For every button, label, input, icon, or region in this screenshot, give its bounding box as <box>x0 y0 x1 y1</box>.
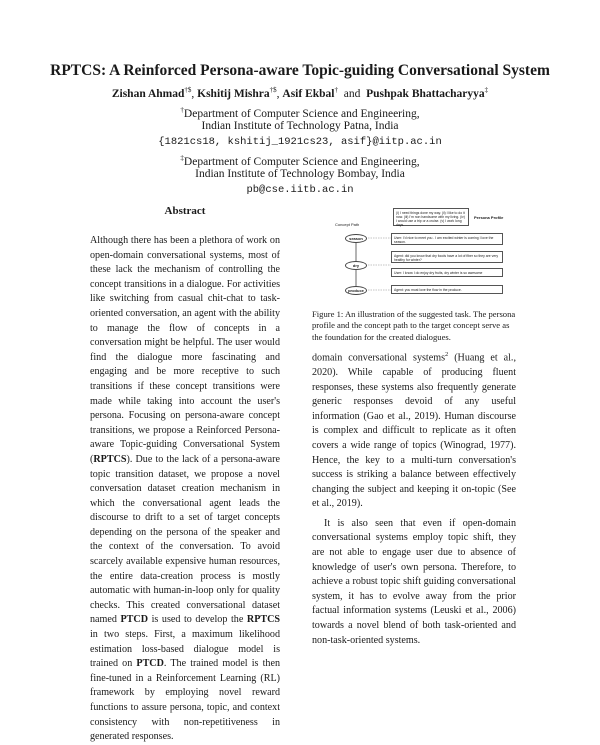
abstract-text: in two steps. First, a maximum likelihood estimation loss-based dialogue model is trained on <box>90 629 280 670</box>
abstract-heading: Abstract <box>164 205 206 217</box>
affiliation-1-inst: Indian Institute of Technology Patna, India <box>201 120 399 132</box>
footnote-ref[interactable]: 2 <box>445 351 449 358</box>
figure-caption: Figure 1: An illustration of the suggested task. The persona profile and the concept path to the target concept serve as the foundation for the created dialogues. <box>312 309 516 342</box>
author-conjunction: and <box>343 87 361 100</box>
dataset-name: PTCD <box>136 658 164 670</box>
acronym: RPTCS <box>93 453 127 465</box>
author-name: Pushpak Bhattacharyya <box>366 87 485 100</box>
abstract-text: is used to develop the <box>147 614 247 626</box>
figure-1 <box>333 206 513 298</box>
concept-path-label: Concept Path <box>335 222 360 227</box>
dataset-name: PTCD <box>120 614 148 626</box>
abstract-text: Although there has been a plethora of work on open-domain conversational systems, most of these lack the mechanism of controlling the concept transitions in a dialogue. For activities like switching from casual chit-chat to task-oriented conversation, an agent with the ability to manage the flow of concepts in a conversation might be helpful. The user would find the dialogue more fascinating and engaging and be more receptive to such transitions if these concept transitions were made while taking into account the user's persona. Focusing on persona-aware concept transitions, we propose a Reinforced Persona-aware Topic-guiding Conversational System ( <box>90 235 280 465</box>
right-column-body <box>312 348 516 646</box>
author-marks: †$ <box>184 86 192 94</box>
author-marks: ‡ <box>484 86 489 94</box>
dialogue-turn: User: I know I do enjoy dry fruits, dry winter is so awesome <box>391 268 503 277</box>
concept-node-dry: dry <box>345 261 367 270</box>
acronym: RPTCS <box>246 614 280 626</box>
dept-name: Department of Computer Science and Engineering, <box>183 155 420 168</box>
affiliation-2-email[interactable]: pb@cse.iitb.ac.in <box>246 184 354 196</box>
dialogue-turn: Agent: did you know that dry foods have a lot of fiber so they are very healthy for winter? <box>391 251 503 263</box>
author-marks: † <box>334 86 338 94</box>
author-name: Zishan Ahmad <box>111 87 185 100</box>
affiliation-mark: ‡ <box>180 154 184 162</box>
persona-label: Persona Profile <box>474 215 504 220</box>
concept-node-produce: produce <box>345 286 367 295</box>
paragraph <box>312 348 516 512</box>
affiliation-1-email[interactable]: {1821cs18, kshitij_1921cs23, asif}@iitp.ac.in <box>158 136 442 148</box>
author-name: Asif Ekbal <box>282 87 335 100</box>
paper-title: RPTCS: A Reinforced Persona-aware Topic-guiding Conversational System <box>50 62 550 79</box>
affiliation-2-inst: Indian Institute of Technology Bombay, India <box>195 168 405 180</box>
paragraph: It is also seen that even if open-domain conversational systems employ topic shift, they are not able to engage user due to absence of knowledge of user's own persona. Therefore, to achieve a robust topic shift guiding conversational system, it has to evolve away from the prior factual information systems (Leuski et al., 2006) towards a novel blend of both task-oriented and non-task-oriented systems. <box>312 517 516 646</box>
paragraph-text: (Huang et al., 2020). While capable of producing fluent responses, these systems also frequently generate generic responses devoid of any useful information (Gao et al., 2019). Human discourse is complex and difficult to replicate as it often covers a wide range of topics (Winograd, 1977). Hence, the key to a multi-turn conversation's success is striking a balance between effectively changing the subject and keeping it on-topic (See et al., 2019). <box>312 352 516 510</box>
dialogue-turn: Agent: you must love the flow in the produce. <box>391 285 503 294</box>
dept-name: Department of Computer Science and Engineering, <box>183 107 420 120</box>
author-marks: †$ <box>269 86 277 94</box>
abstract-body <box>90 234 280 743</box>
concept-node-season: season <box>345 234 367 243</box>
dialogue-turn: User: I'd nice to meet you . I am excited winter is coming I love the season. <box>391 233 503 245</box>
abstract-text: . The trained model is then fine-tuned in a Reinforcement Learning (RL) framework by employing novel reward functions to assure persona, topic, and context consistency with non-repetitiveness in generated responses. <box>90 658 280 743</box>
affiliation-mark: † <box>180 106 184 114</box>
persona-box: (i) I need things done my way. (ii) I like to do it now. (iii) I'm non handsome with my living. (iv) I would use a trip or a cruise. (v) I work long days. <box>393 208 469 226</box>
author-line: Zishan Ahmad†$, Kshitij Mishra†$, Asif Ekbal† and Pushpak Bhattacharyya‡ <box>111 86 489 100</box>
author-name: Kshitij Mishra <box>197 87 270 100</box>
abstract-text: ). Due to the lack of a persona-aware topic transition dataset, we propose a novel conversation dataset creation mechanism in which the conversational agent leads the discourse to drift to a set of target concepts depending on the persona of the speaker and the context of the conversation. To avoid scarcely available expensive human resources, the entire data-creation process is mostly automatic with human-in-loop only for quality checks. This created conversational dataset named <box>90 453 280 626</box>
paragraph-text: domain conversational systems <box>312 352 445 364</box>
